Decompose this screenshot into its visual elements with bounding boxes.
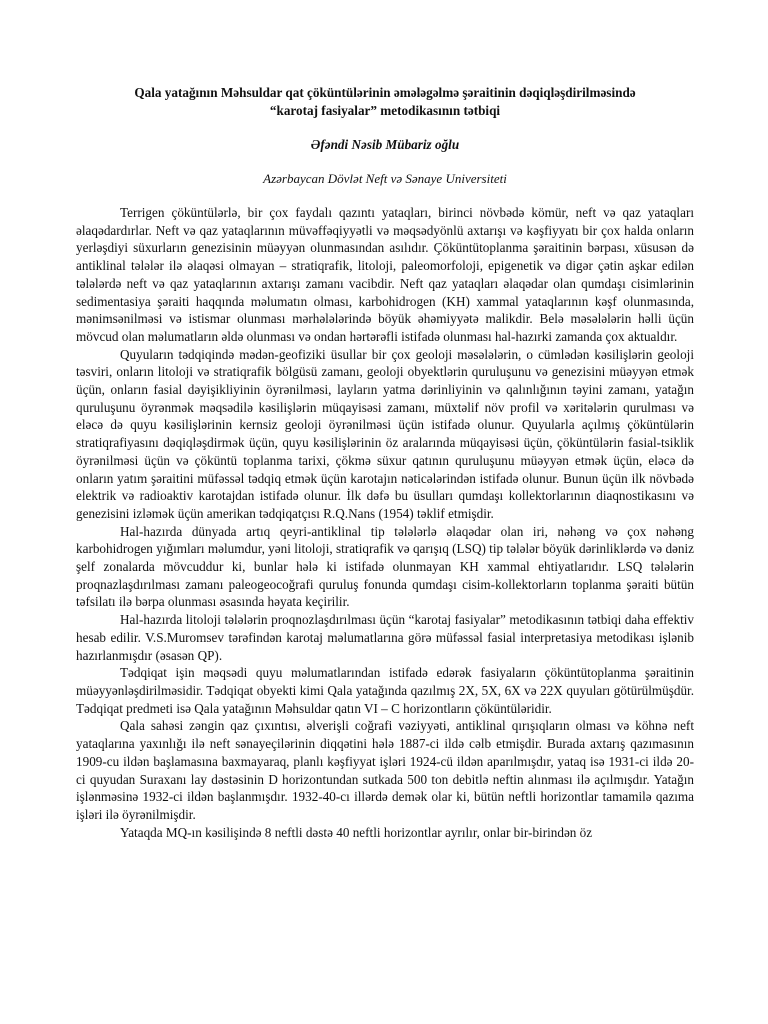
body-paragraph: Terrigen çöküntülərlə, bir çox faydalı qazıntı yataqları, birinci növbədə kömür, neft və qaz yataqları əlaqədardırlar. Neft və qaz yataqlarının müvəffəqiyyətli və məqsədyönlü axtarışı və kəşfiyyatı bir çox halda onların yerləşdiyi süxurların genezisinin müəyyən olunmasından asılıdır. Çöküntütoplanma şəraitinin bərpası, xüsusən də antiklinal tələlər ilə əlaqəsi olmayan – stratiqrafik, litoloji, paleomorfoloji, epigenetik və digər çətin aşkar edilən tələlərdə neft və qaz yataqlarının axtarışı zamanı vacibdir. Neft qaz yataqları əlaqədar olan qumdaşı cisimlərinin sedimentasiya şəraiti haqqında məlumatın olması, karbohidrogen (KH) xammal yataqlarının kəşf olunmasında, mənimsənilməsi və istismar olunması mərhələlərində böyük əhəmiyyətə malikdir. Belə məsələlərin həlli üçün mövcud olan məlumatların əldə olunması və ondan hərtərəfli istifadə olunması hal-hazırki zamanda çox aktualdır. [76,205,694,344]
document-page [76,84,694,841]
author-affiliation: Azərbaycan Dövlət Neft və Sənaye Universiteti [263,171,507,186]
title-line-2: “karotaj fasiyalar” metodikasının tətbiqi [269,103,501,118]
document-body [76,204,694,841]
body-paragraph: Qala sahəsi zəngin qaz çıxıntısı, əlverişli coğrafi vəziyyəti, antiklinal qırışıqların olması və köhnə neft yataqlarına yaxınlığı ilə neft sənayeçilərinin diqqətini hələ 1887-ci ildə cəlb etmişdir. Burada axtarış qazımasının 1909-cu ildən başlamasına baxmayaraq, planlı kəşfiyyat işləri 1924-cü ildən aparılmışdır, yataq isə 1931-ci ildə 20-ci quyudan Suraxanı lay dəstəsinin D horizontundan sutkada 500 ton debitlə neftin alınması ilə açılmışdır. Yatağın işlənməsinə 1932-ci ildən başlanmışdır. 1932-40-cı illərdə demək olar ki, bütün neftli horizontlar tamamilə qazıma işləri ilə öyrənilmişdir. [76,718,694,822]
body-paragraph: Hal-hazırda dünyada artıq qeyri-antiklinal tip tələlərlə əlaqədar olan iri, nəhəng və çox nəhəng karbohidrogen yığımları məlumdur, yəni litoloji, stratiqrafik və qarışıq (LSQ) tip tələlər böyük dərinliklərdə və dəniz şelf zonalarda mövcuddur ki, bunlar hələ ki istifadə olunmayan KH xammal ehtiyatlarıdır. LSQ tələlərin proqnazlaşdırılması zamanı paleogeocoğrafi quruluş fonunda qumdaşı cisim-kollektorların toplanma şəraiti bütün təfsilatı ilə bərpa olunması əsasında həyata keçirilir. [76,523,694,610]
document-title [76,84,694,120]
body-paragraph: Tədqiqat işin məqsədi quyu məlumatlarından istifadə edərək fasiyaların çöküntütoplanma şəraitinin müəyyənləşdirilməsidir. Tədqiqat obyekti kimi Qala yatağında qazılmış 2X, 5X, 6X və 22X quyuları götürülmüşdür. Tədqiqat predmeti isə Qala yatağının Məhsuldar qatın VI – C horizontların çöküntüləridir. [76,665,694,716]
author-name: Əfəndi Nəsib Mübariz oğlu [310,137,460,152]
body-paragraph: Hal-hazırda litoloji tələlərin proqnozlaşdırılması üçün “karotaj fasiyalar” metodikasının tətbiqi daha effektiv hesab edilir. V.S.Muromsev tərəfindən karotaj məlumatlarına görə müfəssəl fasial interpretasiya metodikası işlənib hazırlanmışdır (əsasən QP). [76,612,694,663]
body-paragraph: Quyuların tədqiqində mədən-geofiziki üsullar bir çox geoloji məsələlərin, o cümlədən kəsilişlərin geoloji təsviri, onların litoloji və stratiqrafik bölgüsü zamanı, geoloji obyektlərin quruluşunu və genezisini müəyyən etmək üçün, onların fasial dəyişikliyinin öyrənilməsi, layların yatma dərinliyinin və qalınlığının təyini zamanı, yatağın quruluşunu öyrənmək məqsədilə kəsilişlərin müqayisəsi zamanı, müxtəlif növ profil və xəritələrin qurulması və eləcə də quyu kəsilişlərinin kernsiz geoloji öyrənilməsi üçün istifadə olunur. Quyularla açılmış çöküntülərin stratiqrafiyasını dəqiqləşdirmək üçün, quyu kəsilişlərinin öz aralarında müqayisəsi üçün, çöküntülərin fasial-tsiklik öyrənilməsi üçün və çöküntü toplanma tarixi, çökmə süxur qatının quruluşunu müəyyən etmək üçün, eləcə də onların yatım şəraitini müfəssəl tədqiq etmək üçün karotajın nəticələrindən istifadə olunur. Bunun üçün ilk növbədə elektrik və radioaktiv karotajdan istifadə olunur. İlk dəfə bu üsulları qumdaşı kollektorlarının diaqnostikasını və genezisini izləmək üçün amerikan tədqiqatçısı R.Q.Nans (1954) təklif etmişdir. [76,346,694,521]
body-paragraph: Yataqda MQ-ın kəsilişində 8 neftli dəstə 40 neftli horizontlar ayrılır, onlar bir-birindən öz [120,824,593,840]
title-line-1: Qala yatağının Məhsuldar qat çöküntülərinin əmələgəlmə şəraitinin dəqiqləşdirilməsində [134,85,636,100]
